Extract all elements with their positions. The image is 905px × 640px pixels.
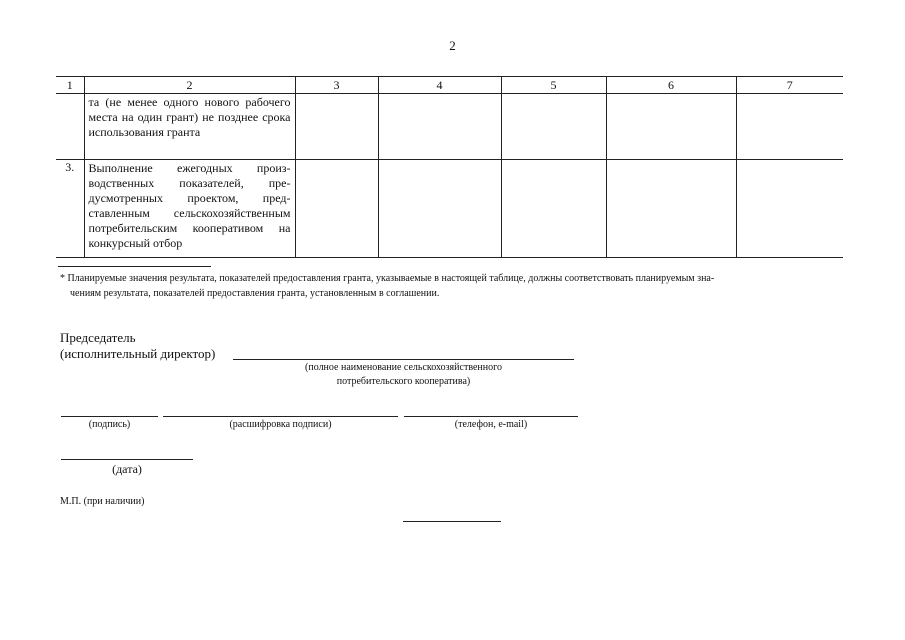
table-cell [736, 94, 843, 160]
column-header: 4 [378, 77, 501, 94]
table-cell [295, 160, 378, 258]
column-header: 5 [501, 77, 606, 94]
row-description: та (не менее одного нового рабочего места на один грант) не позднее срока использования гранта [84, 94, 295, 160]
table-cell [378, 94, 501, 160]
table-cell [606, 94, 736, 160]
table-row [56, 94, 843, 160]
table-cell [295, 94, 378, 160]
table-cell [378, 160, 501, 258]
table-cell [736, 160, 843, 258]
results-table [56, 76, 843, 258]
table-cell [501, 94, 606, 160]
signature-decode-caption: (расшифровка подписи) [229, 419, 332, 430]
row-number: 3. [56, 160, 84, 258]
column-header: 7 [736, 77, 843, 94]
footnote-divider [58, 266, 211, 267]
organization-caption [233, 361, 574, 389]
column-header: 2 [84, 77, 295, 94]
signatory-subtitle: (исполнительный директор) [60, 346, 216, 361]
organization-caption-line-2: потребительского кооператива) [336, 376, 471, 387]
contact-caption: (телефон, e-mail) [454, 419, 528, 430]
date-caption: (дата) [112, 462, 142, 476]
table-header-row [56, 77, 843, 94]
organization-caption-line-1: (полное наименование сельскохозяйственного [305, 362, 502, 373]
date-line [61, 459, 193, 460]
column-header: 1 [56, 77, 84, 94]
footnote-line-2: чениям результата, показателей предоставления гранта, установленным в соглашении. [70, 288, 440, 299]
footnote-line-1: * Планируемые значения результата, показателей предоставления гранта, указываемые в настоящей таблице, должны соответствовать планируемым зна- [60, 273, 715, 284]
signature-line [61, 416, 158, 417]
column-header: 6 [606, 77, 736, 94]
table-cell [501, 160, 606, 258]
row-number [56, 94, 84, 160]
contact-line [404, 416, 578, 417]
signature-caption: (подпись) [88, 419, 131, 430]
stamp-place: М.П. (при наличии) [60, 496, 145, 507]
page-number: 2 [449, 38, 456, 53]
signature-decode-line [163, 416, 398, 417]
end-divider [403, 521, 501, 522]
row-description: Выполнение ежегодных производственных показателей, предусмотренных проектом, представленным сельскохозяйственным потребительским кооперативом на конкурсный отбор [84, 160, 295, 258]
signatory-title: Председатель [60, 330, 136, 345]
table-row [56, 160, 843, 258]
footnote [60, 271, 843, 301]
table-cell [606, 160, 736, 258]
organization-name-line [233, 359, 574, 360]
column-header: 3 [295, 77, 378, 94]
